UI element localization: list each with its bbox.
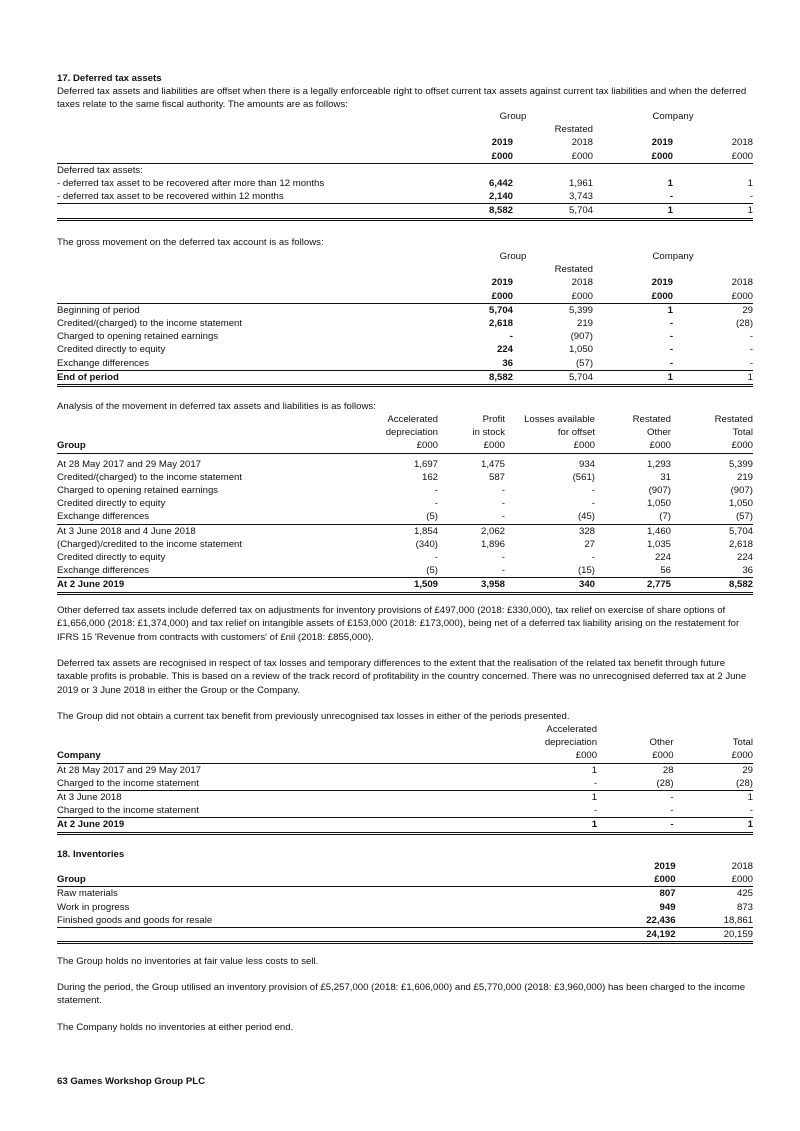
year-heading: 2018 [731, 277, 754, 289]
row-label: - deferred tax asset to be recovered after more than 12 months [57, 178, 325, 190]
table-header-row [57, 860, 753, 873]
row-label: Charged to the income statement [57, 777, 520, 791]
unit-heading: £000 [438, 439, 505, 453]
column-heading [674, 723, 753, 736]
cell-value: 8,582 [433, 204, 513, 219]
cell-value: (57) [513, 357, 593, 371]
table-row [57, 901, 753, 914]
row-label: At 28 May 2017 and 29 May 2017 [57, 458, 202, 470]
cell-value: - [593, 190, 673, 204]
unit-heading: £000 [597, 749, 673, 763]
cell-value: 1,035 [646, 538, 671, 550]
cell-value: - [591, 485, 595, 497]
unit-heading: £000 [673, 290, 753, 304]
cell-value: - [669, 331, 674, 343]
table-header-row [57, 276, 753, 289]
cell-value: 219 [577, 318, 594, 330]
cell-value: 2,140 [433, 190, 513, 204]
table-header-row [57, 873, 753, 887]
cell-value: 3,743 [513, 190, 593, 204]
row-label: At 28 May 2017 and 29 May 2017 [57, 764, 202, 776]
year-heading: 2019 [491, 137, 513, 149]
cell-value: 1 [673, 204, 753, 219]
cell-value: - [673, 357, 753, 371]
row-label: At 3 June 2018 and 4 June 2018 [57, 525, 196, 537]
cell-value: 1,050 [569, 344, 594, 356]
cell-value: - [520, 804, 597, 818]
table-header-row [57, 290, 753, 304]
cell-value: 36 [671, 564, 753, 578]
table-total-row [57, 370, 753, 385]
table-row [57, 524, 753, 538]
cell-value: - [591, 552, 595, 564]
table-total-row [57, 204, 753, 219]
unit-heading: £000 [593, 290, 673, 304]
table-row [57, 551, 753, 564]
cell-value: - [501, 485, 505, 497]
gross-movement-text: The gross movement on the deferred tax account is as follows: [57, 237, 324, 248]
cell-value: (561) [572, 471, 595, 483]
cell-value: 2,062 [480, 525, 505, 537]
cell-value: 1,697 [413, 458, 438, 470]
cell-value: 5,399 [569, 304, 594, 316]
table-row [57, 330, 753, 343]
cell-value: 1 [747, 792, 753, 804]
cell-value: - [501, 498, 505, 510]
cell-value: 29 [742, 764, 753, 776]
table-row [57, 887, 753, 901]
cell-value: 587 [488, 471, 505, 483]
cell-value: 28 [662, 764, 674, 776]
row-label: Exchange differences [57, 510, 357, 524]
unit-heading: £000 [505, 439, 595, 453]
cell-value: 1,460 [646, 525, 671, 537]
table-total-row [57, 818, 753, 833]
year-heading: 2019 [651, 137, 674, 149]
cell-value: 56 [595, 564, 671, 578]
unit-heading: £000 [671, 439, 753, 453]
table-header-row [57, 426, 753, 439]
cell-value: - [438, 564, 505, 578]
cell-value: 1,475 [480, 458, 505, 470]
table-row [57, 303, 753, 317]
cell-value: 5,704 [513, 204, 593, 219]
cell-value: 6,442 [488, 178, 513, 190]
unit-heading: £000 [673, 150, 753, 164]
row-label: Exchange differences [57, 357, 433, 371]
cell-value: 1 [667, 304, 674, 316]
year-heading: 2019 [654, 861, 676, 872]
cell-value: 873 [736, 901, 753, 913]
note-17-title: 17. Deferred tax assets [57, 73, 162, 84]
cell-value: 328 [578, 525, 595, 537]
group-label: Group [57, 873, 596, 887]
cell-value: 224 [654, 552, 671, 564]
table-header-row [57, 413, 753, 426]
unit-heading: £000 [676, 873, 753, 887]
cell-value: - [597, 804, 673, 818]
cell-value: 2,775 [595, 578, 671, 593]
group-heading: Group [499, 111, 527, 122]
table-header-row [57, 136, 753, 149]
inventory-provision-paragraph: During the period, the Group utilised an inventory provision of £5,257,000 (2018: £1,606,000) and £5,770,000 (2018: £3,960,000) has been charged to the income statement. [57, 982, 746, 1007]
column-heading: Profit [482, 414, 505, 425]
row-label: Finished goods and goods for resale [57, 914, 596, 928]
table-row [57, 357, 753, 371]
cell-value: (28) [735, 318, 754, 330]
cell-value: (15) [505, 564, 595, 578]
cell-value: 1,050 [646, 498, 671, 510]
table-row [57, 763, 753, 777]
cell-value: - [593, 357, 673, 371]
column-heading: in stock [472, 427, 505, 439]
cell-value: 1 [667, 178, 674, 190]
year-heading: 2018 [731, 137, 754, 149]
cell-value: 24,192 [596, 928, 675, 943]
table-header-row [57, 736, 753, 749]
column-heading: Accelerated [546, 724, 598, 735]
company-heading: Company [652, 111, 694, 122]
analysis-table [57, 413, 753, 595]
cell-value: - [434, 498, 438, 510]
cell-value: - [669, 344, 674, 356]
cell-value: 1 [591, 792, 598, 804]
cell-value: - [438, 510, 505, 524]
column-heading: Restated [714, 414, 753, 425]
row-label: Credited directly to equity [57, 344, 166, 356]
cell-value: 29 [742, 304, 754, 316]
cell-value: 1 [591, 764, 598, 776]
note-18-title: 18. Inventories [57, 849, 125, 860]
row-caption: Deferred tax assets: [57, 164, 143, 176]
cell-value: 1,961 [569, 178, 594, 190]
cell-value: (907) [570, 331, 594, 343]
table-header-row [57, 123, 753, 136]
unit-heading: £000 [513, 150, 593, 164]
year-heading: 2018 [571, 137, 594, 149]
column-heading: Total [732, 737, 753, 749]
cell-value: 1 [593, 370, 673, 385]
cell-value: 934 [578, 458, 595, 470]
cell-value: 1 [520, 818, 597, 833]
cell-value: - [597, 818, 673, 833]
group-label: Group [57, 439, 357, 453]
cell-value: 18,861 [676, 914, 753, 928]
row-label: Charged to the income statement [57, 804, 520, 818]
unit-heading: £000 [433, 150, 513, 164]
unit-heading: £000 [595, 439, 671, 453]
table-header-row [57, 150, 753, 164]
company-deferred-tax-table [57, 723, 753, 835]
unit-heading: £000 [513, 290, 593, 304]
column-heading: Other [649, 737, 674, 749]
column-heading: for offset [557, 427, 595, 439]
unit-heading: £000 [593, 150, 673, 164]
cell-value: 5,704 [728, 525, 753, 537]
table-header-row [57, 110, 753, 123]
table-total-row [57, 578, 753, 593]
recognition-paragraph: Deferred tax assets are recognised in respect of tax losses and temporary differences to the extent that the realisation of the related tax benefit through future taxable profits is probable. This is based on a review of the track record of profitability in the country concerned. There was no unrecognised deferred tax at 2 June 2019 or 3 June 2018 in either the Group or the Company. [57, 658, 747, 696]
analysis-text: Analysis of the movement in deferred tax assets and liabilities is as follows: [57, 401, 376, 412]
cell-value: (57) [671, 510, 753, 524]
year-heading: 2019 [651, 277, 674, 289]
cell-value: (7) [595, 510, 671, 524]
column-heading: Accelerated [387, 414, 438, 425]
company-label: Company [57, 749, 520, 763]
table-header-row [57, 250, 753, 263]
table-row [57, 458, 753, 471]
row-label: At 3 June 2018 [57, 792, 122, 804]
row-label: Beginning of period [57, 304, 140, 316]
table-row [57, 343, 753, 356]
fair-value-paragraph: The Group holds no inventories at fair value less costs to sell. [57, 956, 319, 967]
cell-value: 1 [747, 178, 754, 190]
cell-value: - [434, 485, 438, 497]
row-label: Credited directly to equity [57, 498, 166, 510]
unit-heading: £000 [433, 290, 513, 304]
cell-value: 1 [673, 370, 753, 385]
column-heading: depreciation [544, 737, 598, 749]
cell-value: 5,704 [488, 304, 513, 316]
cell-value: 224 [496, 344, 513, 356]
column-heading: Other [647, 427, 671, 439]
note-17-header [57, 72, 753, 112]
row-label: Charged to opening retained earnings [57, 331, 219, 343]
column-heading: Losses available [524, 414, 595, 425]
cell-value: (907) [730, 485, 753, 497]
restated-heading: Restated [554, 264, 594, 276]
cell-value: 1 [593, 204, 673, 219]
unit-heading: £000 [674, 749, 753, 763]
table-header-row [57, 439, 753, 453]
cell-value: 1 [674, 818, 753, 833]
unrecognised-losses-paragraph: The Group did not obtain a current tax benefit from previously unrecognised tax losses in either of the periods presented. [57, 711, 570, 722]
cell-value: 8,582 [671, 578, 753, 593]
group-heading: Group [499, 251, 527, 262]
cell-value: 2,618 [488, 318, 513, 330]
cell-value: - [674, 804, 753, 818]
cell-value: 224 [736, 552, 753, 564]
table-row [57, 777, 753, 791]
cell-value: 5,399 [728, 458, 753, 470]
cell-value: 949 [659, 901, 676, 913]
unit-heading: £000 [357, 439, 438, 453]
cell-value: 22,436 [596, 914, 675, 928]
column-heading: depreciation [385, 427, 438, 439]
row-label: - deferred tax asset to be recovered within 12 months [57, 190, 433, 204]
row-label: (Charged)/credited to the income statement [57, 538, 243, 550]
table-row [57, 538, 753, 551]
table-row [57, 914, 753, 928]
table-row [57, 497, 753, 510]
deferred-tax-assets-table [57, 110, 753, 221]
row-label: At 2 June 2019 [57, 818, 520, 833]
cell-value: - [749, 331, 754, 343]
cell-value: 340 [505, 578, 595, 593]
cell-value: - [749, 344, 754, 356]
cell-value: (28) [674, 777, 753, 791]
row-label: Work in progress [57, 901, 130, 913]
cell-value: 31 [660, 471, 671, 483]
row-label: Credited directly to equity [57, 552, 166, 564]
cell-value: 27 [584, 538, 595, 550]
table-total-row [57, 928, 753, 943]
cell-value: - [520, 777, 597, 791]
cell-value: - [669, 318, 674, 330]
note-17-intro: Deferred tax assets and liabilities are offset when there is a legally enforceable right to offset current tax assets against current tax liabilities and when the deferred taxes relate to the same fiscal authority. The amounts are as follows: [57, 86, 747, 111]
table-header-row [57, 749, 753, 763]
cell-value: 5,704 [513, 370, 593, 385]
table-row [57, 484, 753, 497]
row-label: Credited/(charged) to the income statement [57, 471, 243, 483]
cell-value: 20,159 [676, 928, 753, 943]
inventories-table [57, 860, 753, 944]
row-label: Credited/(charged) to the income statement [57, 318, 243, 330]
cell-value: 1,896 [480, 538, 505, 550]
table-row [57, 791, 753, 805]
cell-value: (340) [415, 538, 438, 550]
cell-value: (5) [357, 510, 438, 524]
cell-value: 219 [736, 471, 753, 483]
cell-value: (28) [597, 777, 673, 791]
cell-value: 2,618 [728, 538, 753, 550]
row-label: Charged to opening retained earnings [57, 485, 219, 497]
cell-value: - [670, 792, 674, 804]
page-footer: 63 Games Workshop Group PLC [57, 1076, 206, 1087]
company-inventory-paragraph: The Company holds no inventories at either period end. [57, 1022, 294, 1033]
table-row [57, 190, 753, 204]
cell-value: (45) [505, 510, 595, 524]
company-heading: Company [652, 251, 694, 262]
table-row [57, 163, 753, 177]
column-heading [597, 723, 673, 736]
year-heading: 2019 [491, 277, 513, 289]
cell-value: 36 [433, 357, 513, 371]
table-row [57, 177, 753, 190]
cell-value: (907) [648, 485, 671, 497]
table-row [57, 564, 753, 578]
table-row [57, 317, 753, 330]
cell-value: 1,509 [357, 578, 438, 593]
table-row [57, 510, 753, 524]
year-heading: 2018 [571, 277, 594, 289]
cell-value: (5) [357, 564, 438, 578]
table-row [57, 471, 753, 484]
cell-value: 1,293 [646, 458, 671, 470]
cell-value: 162 [421, 471, 438, 483]
row-label: Raw materials [57, 888, 118, 900]
cell-value: - [434, 552, 438, 564]
gross-movement-table [57, 250, 753, 387]
column-heading: Total [732, 427, 753, 439]
table-row [57, 804, 753, 818]
cell-value: 8,582 [433, 370, 513, 385]
other-deferred-tax-paragraph: Other deferred tax assets include deferred tax on adjustments for inventory provisions of £497,000 (2018: £330,000), tax relief on exercise of share options of £1,656,000 (2018: £1,374,000) and tax relief on intangible assets of £153,000 (2018: £173,000), being net of a deferred tax liability arising on the restatement for IFRS 15 'Revenue from contracts with customers' of £nil (2018: £855,000). [57, 605, 740, 643]
cell-value: - [673, 190, 753, 204]
row-label: At 2 June 2019 [57, 578, 357, 593]
cell-value: 1,050 [728, 498, 753, 510]
table-header-row [57, 263, 753, 276]
row-label: End of period [57, 370, 433, 385]
cell-value: 3,958 [438, 578, 505, 593]
unit-heading: £000 [596, 873, 675, 887]
row-label: Exchange differences [57, 564, 357, 578]
cell-value: 807 [659, 888, 676, 900]
cell-value: 1,854 [413, 525, 438, 537]
cell-value: 425 [736, 888, 753, 900]
restated-heading: Restated [554, 124, 594, 136]
column-heading: Restated [632, 414, 671, 425]
year-heading: 2018 [731, 861, 753, 872]
cell-value: - [591, 498, 595, 510]
cell-value: - [509, 331, 513, 343]
table-header-row [57, 723, 753, 736]
cell-value: - [501, 552, 505, 564]
unit-heading: £000 [520, 749, 597, 763]
